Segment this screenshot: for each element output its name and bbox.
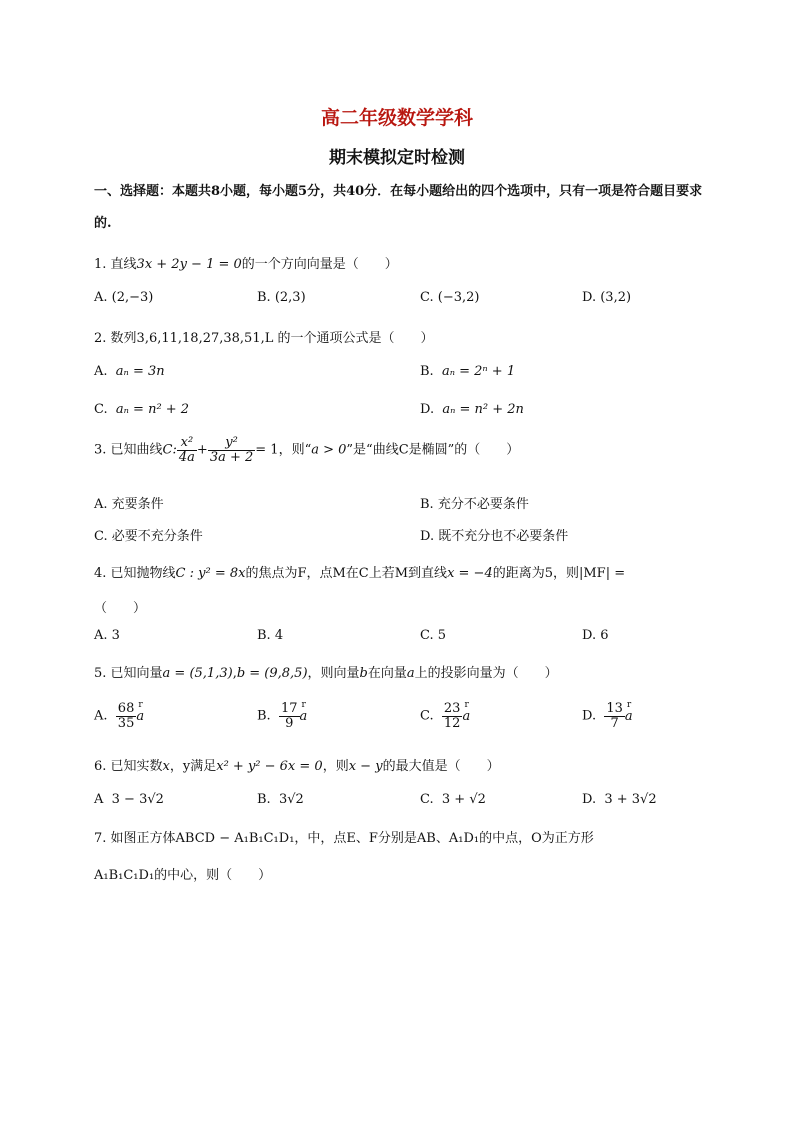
question-4-option-b: B. 4 [257, 628, 284, 643]
question-1-option-a: A. (2,−3) [94, 290, 154, 305]
question-6-option-a: A 3 − 3√2 [94, 792, 164, 807]
question-4-option-d: D. 6 [582, 628, 609, 643]
exam-title: 高二年级数学学科 [320, 107, 473, 129]
question-2-option-c: C. aₙ = n² + 2 [94, 402, 190, 417]
question-1-option-d: D. (3,2) [582, 290, 632, 305]
question-1-prompt: 1. 直线3x + 2y − 1 = 0的一个方向向量是（ ） [94, 257, 398, 272]
question-2-option-b: B. aₙ = 2ⁿ + 1 [420, 364, 516, 379]
question-2-option-d: D. aₙ = n² + 2n [420, 402, 524, 417]
question-5-option-c: C. $\frac{23}{12}$ r a [420, 702, 470, 730]
question-3-option-a: A. 充要条件 [94, 497, 164, 512]
question-2-prompt: 2. 数列3,6,11,18,27,38,51,L 的一个通项公式是（ ） [94, 331, 434, 346]
fraction: $\frac{\text{y²}}{3a + 2}$ [209, 435, 254, 465]
question-4-option-a: A. 3 [94, 628, 120, 643]
question-1-option-b: B. (2,3) [257, 290, 306, 305]
exam-subtitle: 期末模拟定时检测 [329, 148, 465, 168]
question-2-option-a: A. aₙ = 3n [94, 364, 165, 379]
question-7-prompt-line2: A₁B₁C₁D₁的中心，则（ ） [94, 868, 272, 883]
question-3-option-d: D. 既不充分也不必要条件 [420, 529, 569, 544]
question-6-option-c: C. 3 + √2 [420, 792, 486, 807]
question-5-option-d: D. $\frac{13}{7}$ r a [582, 702, 633, 730]
section-instructions: 一、选择题：本题共8小题，每小题5分，共40分．在每小题给出的四个选项中，只有一项是符合题目要求的. [94, 184, 703, 231]
fraction: $\frac{\text{x²}}{4a}$ [178, 435, 195, 465]
question-6-option-d: D. 3 + 3√2 [582, 792, 657, 807]
question-7-prompt: 7. 如图正方体ABCD − A₁B₁C₁D₁，中，点E、F分别是AB、A₁D₁的中点，O为正方形 [94, 831, 594, 846]
question-1-option-c: C. (−3,2) [420, 290, 480, 305]
question-3-option-b: B. 充分不必要条件 [420, 497, 529, 512]
question-6-prompt: 6. 已知实数x，y满足x² + y² − 6x = 0，则x − y的最大值是（ ） [94, 759, 500, 774]
question-6-option-b: B. 3√2 [257, 792, 304, 807]
question-5-prompt: 5. 已知向量a = (5,1,3),b = (9,8,5)，则向量b在向量a上的投影向量为（ ） [94, 666, 558, 681]
question-5-option-b: B. $\frac{17}{9}$ r a [257, 702, 307, 730]
question-3-prompt: 3. 已知曲线C: $\frac{\text{x²}}{4a}$ + $\frac{\text{y²}}{3a + 2}$ = 1，则“a > 0”是“曲线C是椭圆”的（ ） [94, 435, 520, 465]
question-4-prompt: 4. 已知抛物线C : y² = 8x的焦点为F，点M在C上若M到直线x = −4的距离为5，则|MF| = [94, 566, 626, 581]
question-3-option-c: C. 必要不充分条件 [94, 529, 203, 544]
question-4-prompt-line2: （ ） [94, 601, 147, 616]
question-5-option-a: A. $\frac{68}{35}$ r a [94, 702, 144, 730]
question-4-option-c: C. 5 [420, 628, 447, 643]
